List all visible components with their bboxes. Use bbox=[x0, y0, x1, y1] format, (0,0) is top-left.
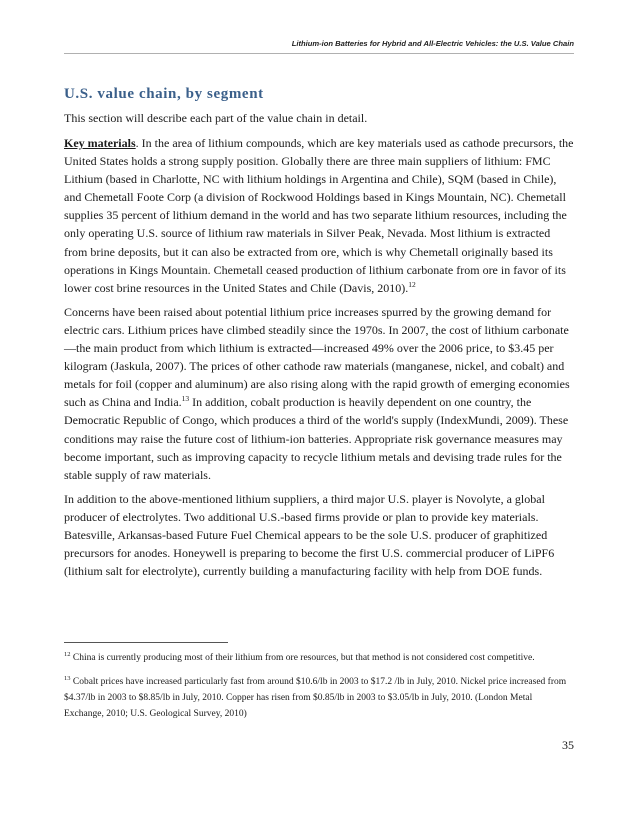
main-content bbox=[64, 86, 574, 586]
section-intro: This section will describe each part of the value chain in detail. bbox=[64, 111, 368, 125]
paragraph-text: . In the area of lithium compounds, which are key materials used as cathode precursors, the United States holds a strong supply position. Globally there are three main suppliers of lithium: FMC Lithium (based in Charlotte, NC with lithium holdings in Argentina and Chile), SQM (based in Chile), and Chemetall Foote Corp (a division of Rockwood Holdings based in Kings Mountain, NC). Chemetall supplies 35 percent of lithium demand in the world and has two separate lithium resources, including the only operating U.S. source of lithium raw materials in Silver Peak, Nevada. Most lithium is extracted from brine deposits, but it can also be extracted from ore, which is why Chemetall originally based its operations in Kings Mountain. Chemetall ceased production of lithium carbonate from ore in favor of its lower cost brine resources in the United States and Chile (Davis, 2010). bbox=[64, 136, 574, 295]
footnote-13 bbox=[64, 674, 574, 722]
footnote-text: China is currently producing most of their lithium from ore resources, but that method is not considered cost competitive. bbox=[72, 653, 535, 663]
page-number: 35 bbox=[562, 738, 574, 752]
paragraph-price-concerns bbox=[64, 303, 574, 484]
paragraph-text: Concerns have been raised about potential lithium price increases spurred by the growing demand for electric cars. Lithium prices have climbed steadily since the 1970s. In 2007, the cost of lithium carbonate—the main product from which lithium is extracted—increased 49% over the 2006 price, to $3.45 per kilogram (Jaskula, 2007). The prices of other cathode raw materials (manganese, nickel, and cobalt) and metals for foil (copper and aluminum) are also rising along with the rapid growth of emerging economies such as China and India. bbox=[64, 304, 570, 410]
paragraph-other-suppliers bbox=[64, 490, 574, 580]
footnote-12 bbox=[64, 650, 574, 666]
running-header bbox=[64, 39, 574, 54]
footnote-number: 13 bbox=[64, 674, 71, 682]
footnote-text: Cobalt prices have increased particularly fast from around $10.6/lb in 2003 to $17.2 /lb in July, 2010. Nickel price increased from $4.37/lb in 2003 to $8.85/lb in July, 2010. Copper has risen from $0.85/lb in 2003 to $3.05/lb in July, 2010. (London Metal Exchange, 2010; U.S. Geological Survey, 2010) bbox=[64, 677, 567, 719]
footnote-divider bbox=[64, 642, 228, 643]
footnote-ref-13[interactable]: 13 bbox=[181, 394, 190, 404]
running-title: Lithium-ion Batteries for Hybrid and All-Electric Vehicles: the U.S. Value Chain bbox=[291, 39, 574, 48]
footnote-number: 12 bbox=[64, 650, 71, 658]
paragraph-lead: Key materials bbox=[64, 136, 136, 150]
paragraph-text-continued: In addition, cobalt production is heavily dependent on one country, the Democratic Republic of Congo, which produces a third of the world's supply (IndexMundi, 2009). These conditions may raise the future cost of lithium-ion batteries. Appropriate risk governance measures may become important, such as improving capacity to recycle lithium metals and devising trade rules for the stable supply of raw materials. bbox=[64, 395, 569, 482]
paragraph-text: In addition to the above-mentioned lithium suppliers, a third major U.S. player is Novolyte, a global producer of electrolytes. Two additional U.S.-based firms provide or plan to provide key materials. Batesville, Arkansas-based Future Fuel Chemical appears to be the sole U.S. producer of graphitized precursors for anodes. Honeywell is preparing to become the first U.S. commercial producer of LiPF6 (lithium salt for electrolyte), currently building a manufacturing facility with help from DOE funds. bbox=[64, 491, 555, 579]
section-title: U.S. value chain, by segment bbox=[64, 86, 264, 102]
footnote-ref-12[interactable]: 12 bbox=[408, 279, 416, 289]
paragraph-key-materials bbox=[64, 134, 574, 297]
footnotes bbox=[64, 642, 574, 730]
